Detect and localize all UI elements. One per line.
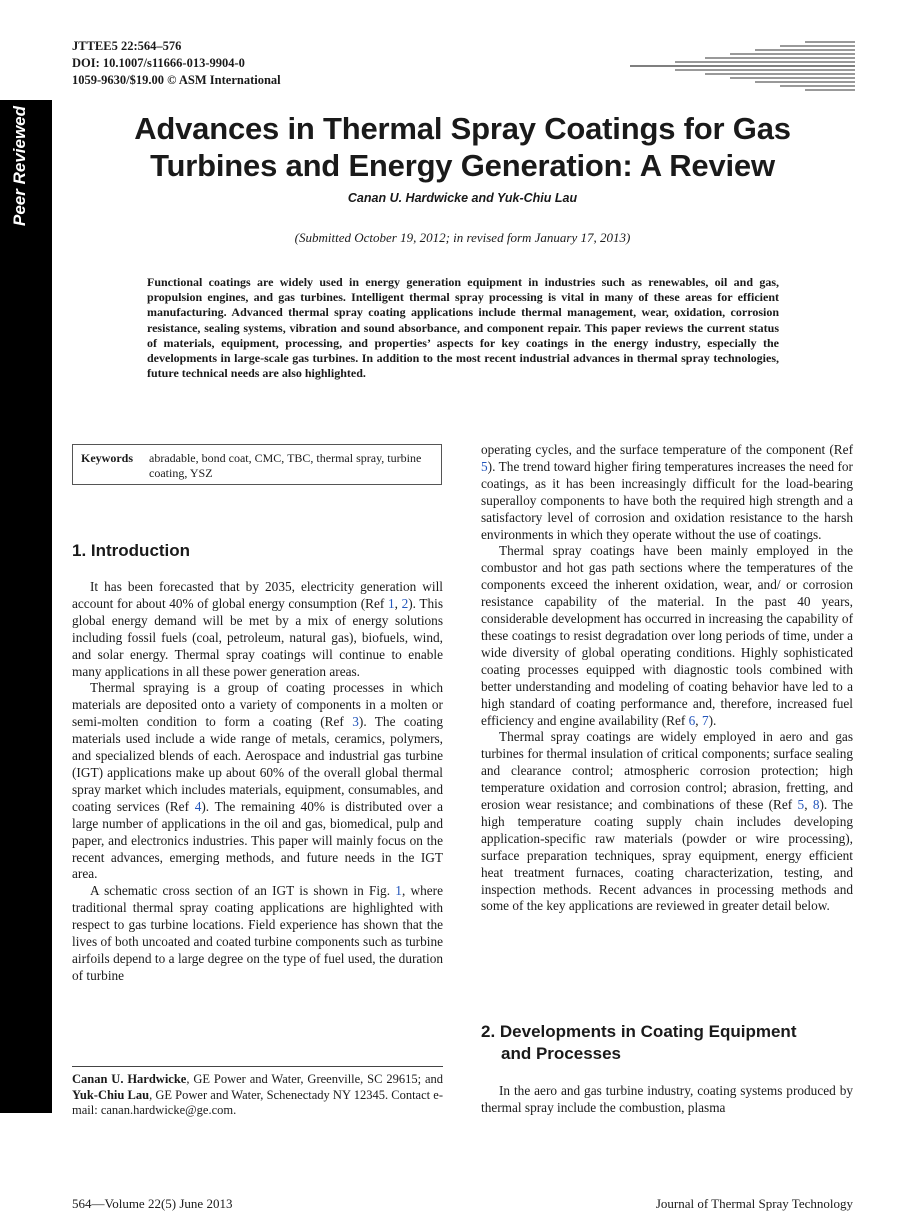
paper-title xyxy=(60,110,865,184)
keywords-value: abradable, bond coat, CMC, TBC, thermal spray, turbine coating, YSZ xyxy=(149,451,422,480)
price-copyright: 1059-9630/$19.00 © ASM International xyxy=(72,73,281,87)
journal-header xyxy=(72,38,281,89)
section-2-heading-line-1: 2. Developments in Coating Equipment xyxy=(481,1022,797,1041)
title-line-2: Turbines and Energy Generation: A Review xyxy=(150,148,775,183)
ref-link-6[interactable]: 6 xyxy=(688,712,696,728)
figure-link-1[interactable]: 1 xyxy=(395,883,402,899)
author-affiliations: Canan U. Hardwicke, GE Power and Water, Greenville, SC 29615; and Yuk-Chiu Lau, GE Power and Water, Schenectady NY 12345. Contact e-mail: canan.hardwicke@ge.com. xyxy=(72,1072,443,1117)
ref-link-3[interactable]: 3 xyxy=(352,714,359,730)
author-1-name: Canan U. Hardwicke xyxy=(72,1072,187,1086)
section-2-text xyxy=(481,1083,853,1117)
intro-paragraph-1: It has been forecasted that by 2035, electricity generation will account for about 40% of global energy consumption (Ref 1, 2). This global energy demand will be met by a mix of energy solutions including fossil fuels (coal, petroleum, natural gas), biofuels, wind, and solar energy. Thermal spray coatings will continue to enable many applications in all these power generation areas. xyxy=(72,579,443,679)
keywords-box xyxy=(72,444,442,485)
ref-link-8[interactable]: 8 xyxy=(812,797,820,813)
doi: DOI: 10.1007/s11666-013-9904-0 xyxy=(72,56,245,70)
journal-code: JTTEE5 22:564–576 xyxy=(72,39,182,53)
intro-paragraph-3: A schematic cross section of an IGT is shown in Fig. 1, where traditional thermal spray coating applications are highlighted with respect to gas turbine locations. Field experience has shown that the lives of both uncoated and coated turbine components such as turbine airfoils depend to a large degree on the type of fuel used, the duration of turbine xyxy=(72,883,443,983)
footnote-rule xyxy=(72,1066,443,1067)
ref-link-1[interactable]: 1 xyxy=(387,595,395,611)
keywords-label: Keywords xyxy=(81,451,133,465)
right-paragraph-2: Thermal spray coatings are widely employed in aero and gas turbines for thermal insulation of critical components; surface sealing and clearance control; atmospheric corrosion protection; high temperature oxidation and corrosion control; abrasion, fretting, and erosion wear resistance; and combinations of these (Ref 5, 8). The high temperature coating supply chain includes developing application-specific raw materials (powder or wire processing), surface preparation techniques, spray equipment, energy efficient heat treatment furnaces, coating characterization, testing, and inspection methods. Recent advances in processing methods and some of the key applications are reviewed in greater detail below. xyxy=(481,729,854,914)
section-2-paragraph-1: In the aero and gas turbine industry, coating systems produced by thermal spray include the combustion, plasma xyxy=(481,1083,853,1115)
right-paragraph-0: operating cycles, and the surface temperature of the component (Ref 5). The trend toward higher firing temperatures increases the need for coatings, as it has been increasingly difficult for the load-bearing superalloy components to have both the required high strength and a satisfactory level of corrosion and oxidation resistance to the harsh environments in which they operate without the use of coatings. xyxy=(481,442,853,542)
peer-reviewed-label: Peer Reviewed xyxy=(10,105,29,226)
right-paragraph-1: Thermal spray coatings have been mainly employed in the combustor and hot gas path sections where the temperatures of the components exceed the inherent oxidation, wear, and/ or corrosion resistance capability of the material. In the past 40 years, considerable development has occurred in increasing the capability of these coatings to resist degradation over long periods of time, under a wide diversity of global operating conditions. Highly sophisticated coating processes equipped with diagnostic tools combined with better understanding and modeling of coating behavior have led to a high standard of coating performance and, therefore, increased fuel efficiency and engine availability (Ref 6, 7). xyxy=(481,543,853,728)
submission-dates: (Submitted October 19, 2012; in revised form January 17, 2013) xyxy=(294,230,631,245)
intro-paragraph-2: Thermal spraying is a group of coating processes in which materials are deposited onto a variety of components in a molten or semi-molten condition to form a coating (Ref 3). The coating materials used include a wide range of metals, ceramics, polymers, and specialized blends of each. Aerospace and industrial gas turbine (IGT) applications make up about 60% of the overall global thermal spray market which includes materials, equipment, consumables, and coating services (Ref 4). The remaining 40% is distributed over a large number of applications in the oil and gas, biomedical, pulp and paper, and electronics industries. This paper will mainly focus on the recent advances, emerging methods, and future needs in the IGT area. xyxy=(72,680,444,882)
footer-journal-name: Journal of Thermal Spray Technology xyxy=(655,1196,853,1211)
footer-page-info: 564—Volume 22(5) June 2013 xyxy=(72,1196,233,1211)
authors: Canan U. Hardwicke and Yuk-Chiu Lau xyxy=(347,191,578,205)
title-line-1: Advances in Thermal Spray Coatings for Gas xyxy=(134,111,791,146)
right-column-text xyxy=(481,442,853,915)
ref-link-7[interactable]: 7 xyxy=(701,712,709,728)
section-2-heading-line-2: and Processes xyxy=(501,1044,622,1063)
ref-link-2[interactable]: 2 xyxy=(401,595,409,611)
author-2-name: Yuk-Chiu Lau xyxy=(72,1087,150,1102)
ref-link-5b[interactable]: 5 xyxy=(797,797,805,813)
left-column-text xyxy=(72,579,443,985)
section-1-heading: 1. Introduction xyxy=(72,541,191,560)
ref-link-4[interactable]: 4 xyxy=(194,798,202,814)
section-2-heading xyxy=(481,1021,861,1065)
abstract: Functional coatings are widely used in energy generation equipment in industries such as renewables, oil and gas, propulsion engines, and gas turbines. Intelligent thermal spray processing is vital in many of these areas for efficient manufacturing. Advanced thermal spray coating applications include thermal management, wear, oxidation, corrosion resistance, sealing systems, vibration and sound absorbance, and component repair. This paper reviews the current status of materials, equipment, processing, and properties’ aspects for key coatings in the energy industry, especially the developments in large-scale gas turbines. In addition to the most recent industrial advances in thermal spray technologies, future technical needs are also highlighted. xyxy=(147,275,779,381)
ref-link-5[interactable]: 5 xyxy=(481,458,488,474)
side-band xyxy=(0,100,52,1113)
header-stripes-graphic xyxy=(630,40,855,92)
